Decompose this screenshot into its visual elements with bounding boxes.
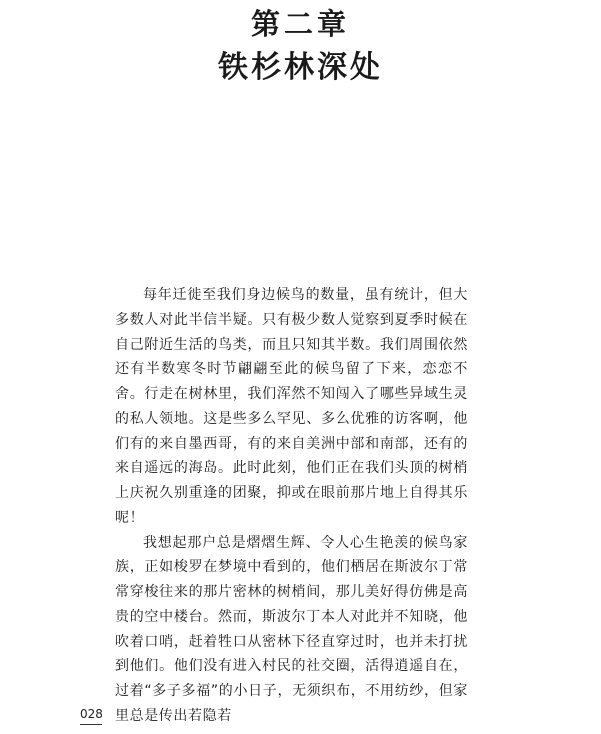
body-text [115,283,468,729]
page-number: 028 [80,707,103,721]
chapter-title: 铁杉林深处 [218,50,383,85]
paragraph: 我想起那户总是熠熠生辉、令人心生艳羡的候鸟家族，正如梭罗在梦境中看到的，他们栖居在斯波尔丁常常穿梭往来的那片密林的树梢间，那儿美好得仿佛是高贵的空中楼台。然而，斯波尔丁本人对此并不知晓，他吹着口哨，赶着牲口从密林下径直穿过时，也并未打扰到他们。他们没有进入村民的社交圈，活得逍遥自在，过着“多子多福”的小日子，无须织布，不用纺纱，但家里总是传出若隐若 [115,534,468,724]
chapter-number: 第二章 [250,7,350,41]
paragraph: 每年迁徙至我们身边候鸟的数量，虽有统计，但大多数人对此半信半疑。只有极少数人觉察到夏季时候在自己附近生活的鸟类，而且只知其半数。我们周围依然还有半数寒冬时节翩翩至此的候鸟留了下来，恋恋不舍。行走在树林里，我们浑然不知闯入了哪些异域生灵的私人领地。这是些多么罕见、多么优雅的访客啊，他们有的来自墨西哥，有的来自美洲中部和南部，还有的来自遥远的海岛。此时此刻，他们正在我们头顶的树梢上庆祝久别重逢的团聚，抑或在眼前那片地上自得其乐呢！ [115,287,468,526]
page-number-underline [80,724,102,725]
